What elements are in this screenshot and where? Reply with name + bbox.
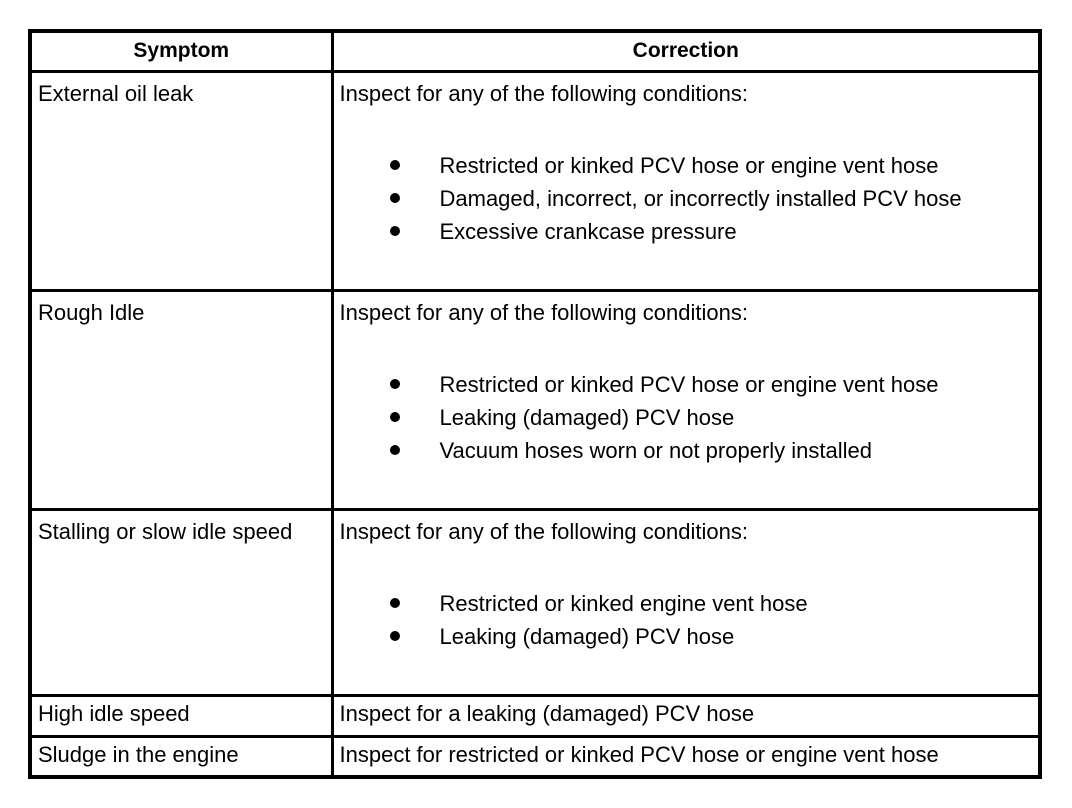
bullet-icon [390,226,400,236]
header-row [30,31,1040,71]
condition-item [340,620,1039,653]
bullet-icon [390,445,400,455]
correction-intro: Inspect for any of the following conditions: [339,299,748,325]
condition-text: Damaged, incorrect, or incorrectly installed PCV hose [439,185,962,211]
table-row [30,71,1040,290]
condition-text: Leaking (damaged) PCV hose [439,623,735,649]
bullet-icon [390,193,400,203]
condition-item [340,401,1039,434]
condition-item [340,149,1039,182]
condition-item [340,215,1039,248]
condition-item [340,434,1039,467]
bullet-icon [390,379,400,389]
symptom-cell [30,290,332,509]
condition-list [340,149,1039,248]
correction-cell [332,695,1040,736]
table-row [30,695,1040,736]
condition-item [340,587,1039,620]
table-row [30,736,1040,777]
correction-intro: Inspect for any of the following conditions: [339,80,748,106]
condition-text: Restricted or kinked PCV hose or engine vent hose [439,371,939,397]
table-row [30,290,1040,509]
condition-text: Vacuum hoses worn or not properly installed [439,437,872,463]
correction-text: Inspect for restricted or kinked PCV hose or engine vent hose [339,741,939,767]
symptom-cell [30,509,332,695]
symptom-column-header: Symptom [30,31,332,71]
correction-cell [332,290,1040,509]
condition-text: Excessive crankcase pressure [439,218,737,244]
correction-intro: Inspect for any of the following conditions: [339,518,748,544]
bullet-icon [390,631,400,641]
condition-list [340,368,1039,467]
condition-list [340,587,1039,653]
bullet-icon [390,160,400,170]
bullet-icon [390,412,400,422]
symptom-cell [30,736,332,777]
symptom-text: Sludge in the engine [38,741,239,767]
symptom-text: Rough Idle [38,299,145,325]
symptom-cell [30,695,332,736]
symptom-correction-table [28,29,1042,779]
condition-item [340,182,1039,215]
table-row [30,509,1040,695]
correction-text: Inspect for a leaking (damaged) PCV hose [339,700,755,726]
symptom-cell [30,71,332,290]
bullet-icon [390,598,400,608]
condition-text: Leaking (damaged) PCV hose [439,404,735,430]
symptom-text: High idle speed [38,700,190,726]
correction-cell [332,736,1040,777]
condition-text: Restricted or kinked PCV hose or engine vent hose [439,152,939,178]
condition-item [340,368,1039,401]
symptom-text: External oil leak [38,80,194,106]
correction-column-header: Correction [332,31,1040,71]
symptom-text: Stalling or slow idle speed [38,518,293,544]
correction-cell [332,71,1040,290]
correction-cell [332,509,1040,695]
condition-text: Restricted or kinked engine vent hose [439,590,808,616]
